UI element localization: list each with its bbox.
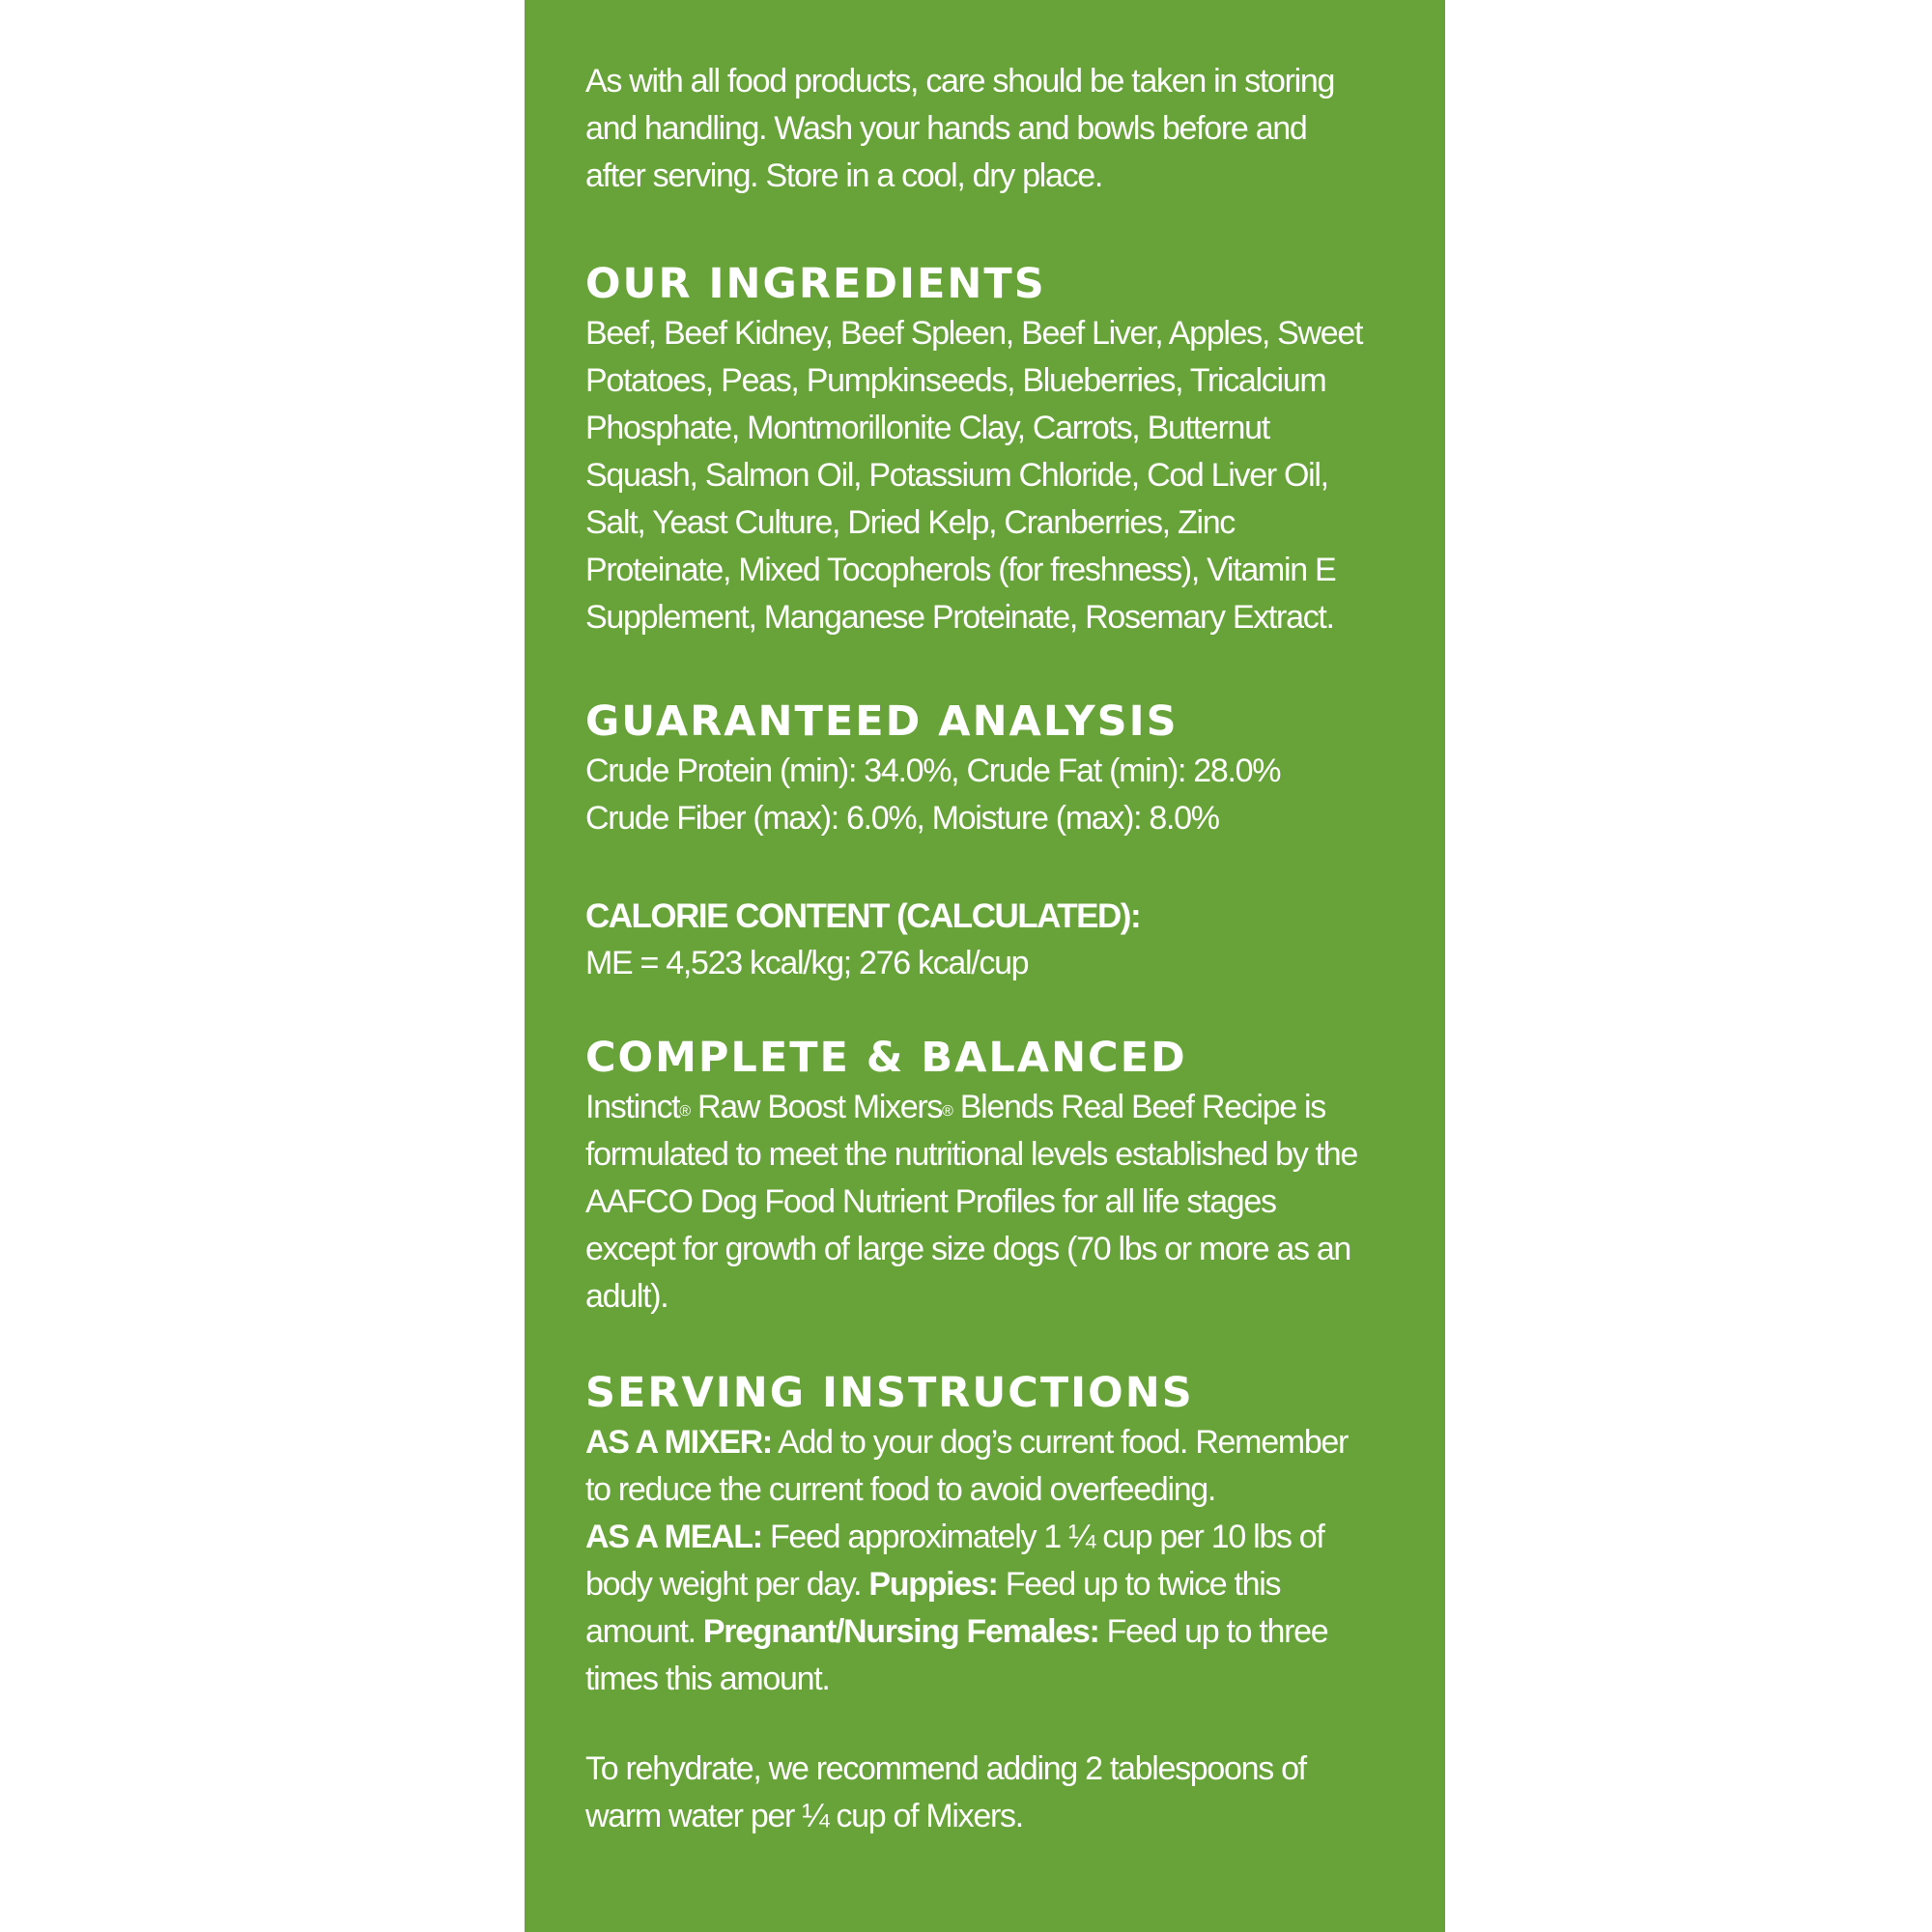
mixer-label: AS A MIXER: — [585, 1424, 772, 1461]
ingredients-section — [585, 258, 1368, 641]
puppies-label: Puppies: — [868, 1566, 998, 1603]
brand-name: Instinct — [585, 1089, 680, 1125]
mixer-text: Add to your dog’s current food. Remember to reduce the current food to avoid overfeeding. — [585, 1424, 1349, 1508]
balanced-text — [585, 1084, 1368, 1321]
product-name: Raw Boost Mixers — [689, 1089, 943, 1125]
pregnant-text: Feed up to three times this amount. — [585, 1613, 1328, 1697]
meal-text: Feed approximately 1 ¼ cup per 10 lbs of body weight per day. — [585, 1519, 1324, 1603]
balanced-heading: COMPLETE & BALANCED — [585, 1034, 1187, 1082]
analysis-section — [585, 696, 1368, 842]
serving-section — [585, 1367, 1368, 1703]
balanced-statement: Blends Real Beef Recipe is formulated to meet the nutritional levels established by the AAFCO Dog Food Nutrient Profiles for all life stages except for growth of large size dogs (70 lbs or more as an adult). — [585, 1089, 1357, 1315]
ingredients-text: Beef, Beef Kidney, Beef Spleen, Beef Liver, Apples, Sweet Potatoes, Peas, Pumpkinseeds, Blueberries, Tricalcium Phosphate, Montmorillonite Clay, Carrots, Butternut Squash, Salmon Oil, Potassium Chloride, Cod Liver Oil, Salt, Yeast Culture, Dried Kelp, Cranberries, Zinc Proteinate, Mixed Tocopherols (for freshness), Vitamin E Supplement, Manganese Proteinate, Rosemary Extract. — [585, 315, 1363, 636]
registered-mark: ® — [942, 1103, 952, 1120]
registered-mark: ® — [679, 1103, 690, 1120]
analysis-heading: GUARANTEED ANALYSIS — [585, 697, 1179, 746]
calorie-section — [585, 893, 1368, 987]
analysis-line-2: Crude Fiber (max): 6.0%, Moisture (max): 8.0% — [585, 800, 1219, 837]
serving-text — [585, 1419, 1368, 1703]
calorie-heading: CALORIE CONTENT (CALCULATED): — [585, 897, 1141, 935]
puppies-text: Feed up to twice this amount. — [585, 1566, 1281, 1650]
meal-label: AS A MEAL: — [585, 1519, 762, 1555]
safety-section — [585, 58, 1368, 200]
label-panel — [525, 0, 1445, 1932]
ingredients-heading: OUR INGREDIENTS — [585, 260, 1046, 308]
analysis-line-1: Crude Protein (min): 34.0%, Crude Fat (min): 28.0% — [585, 753, 1281, 789]
rehydrate-text: To rehydrate, we recommend adding 2 tablespoons of warm water per ¼ cup of Mixers. — [585, 1750, 1306, 1834]
pregnant-label: Pregnant/Nursing Females: — [702, 1613, 1099, 1650]
calorie-text: ME = 4,523 kcal/kg; 276 kcal/cup — [585, 945, 1029, 981]
serving-heading: SERVING INSTRUCTIONS — [585, 1369, 1194, 1417]
rehydrate-section — [585, 1746, 1368, 1840]
balanced-section — [585, 1032, 1368, 1321]
label-content — [585, 58, 1368, 1840]
safety-text: As with all food products, care should be taken in storing and handling. Wash your hands and bowls before and after serving. Store in a cool, dry place. — [585, 63, 1335, 194]
